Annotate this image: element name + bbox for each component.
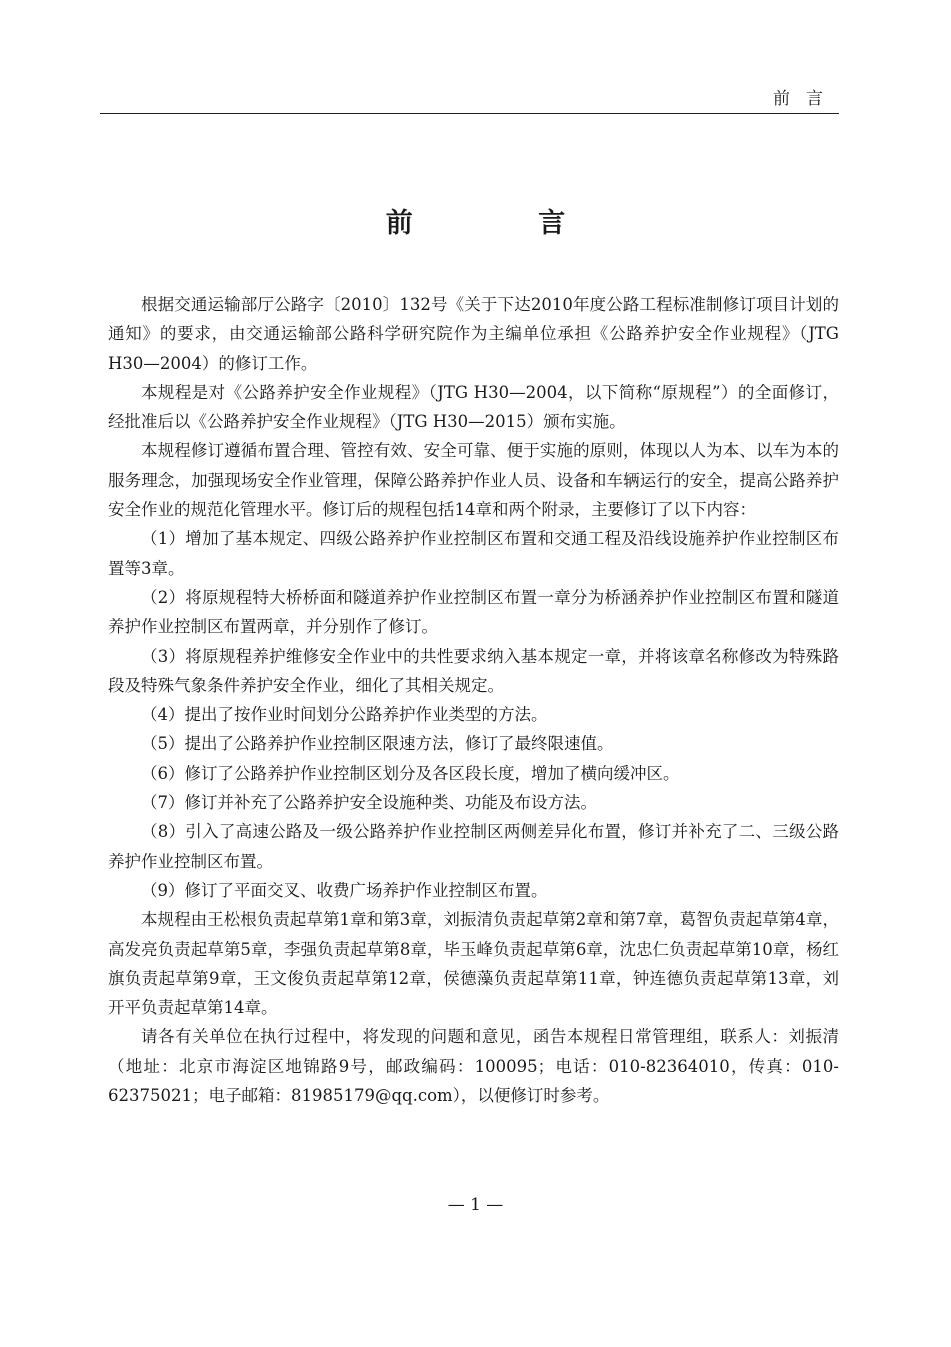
list-item-9: （9）修订了平面交叉、收费广场养护作业控制区布置。 [141, 880, 548, 900]
header-rule [100, 113, 839, 114]
running-header: 前言 [773, 89, 839, 109]
paragraph-principles: 本规程修订遵循布置合理、管控有效、安全可靠、便于实施的原则，体现以人为本、以车为本的服务理念，加强现场安全作业管理，保障公路养护作业人员、设备和车辆运行的安全，提高公路养护安全作业的规范化管理水平。修订后的规程包括14章和两个附录，主要修订了以下内容： [108, 441, 839, 520]
list-item-3: （3）将原规程养护维修安全作业中的共性要求纳入基本规定一章，并将该章名称修改为特殊路段及特殊气象条件养护安全作业，细化了其相关规定。 [108, 646, 839, 695]
paragraph-drafters: 本规程由王松根负责起草第1章和第3章，刘振清负责起草第2章和第7章，葛智负责起草第4章，高发亮负责起草第5章，李强负责起草第8章，毕玉峰负责起草第6章，沈忠仁负责起草第10章，杨红旗负责起草第9章，王文俊负责起草第12章，侯德藻负责起草第11章，钟连德负责起草第13章，刘开平负责起草第14章。 [108, 910, 839, 1018]
list-item-8: （8）引入了高速公路及一级公路养护作业控制区两侧差异化布置，修订并补充了二、三级公路养护作业控制区布置。 [108, 822, 839, 871]
list-item-4: （4）提出了按作业时间划分公路养护作业类型的方法。 [141, 705, 548, 725]
list-item-1: （1）增加了基本规定、四级公路养护作业控制区布置和交通工程及沿线设施养护作业控制区布置等3章。 [108, 529, 839, 578]
preface-body [108, 290, 839, 1110]
page-title: 前 言 [385, 208, 624, 239]
paragraph-contact: 请各有关单位在执行过程中，将发现的问题和意见，函告本规程日常管理组，联系人：刘振清（地址：北京市海淀区地锦路9号，邮政编码：100095；电话：010-82364010，传真：010-62375021；电子邮箱：81985179@qq.com），以便修订时参考。 [108, 1027, 839, 1106]
paragraph-background: 根据交通运输部厅公路字〔2010〕132号《关于下达2010年度公路工程标准制修订项目计划的通知》的要求，由交通运输部公路科学研究院作为主编单位承担《公路养护安全作业规程》（JTG H30—2004）的修订工作。 [108, 295, 839, 373]
list-item-7: （7）修订并补充了公路养护安全设施种类、功能及布设方法。 [141, 793, 597, 813]
list-item-6: （6）修订了公路养护作业控制区划分及各区段长度，增加了横向缓冲区。 [141, 763, 680, 783]
list-item-2: （2）将原规程特大桥桥面和隧道养护作业控制区布置一章分为桥涵养护作业控制区布置和隧道养护作业控制区布置两章，并分别作了修订。 [108, 587, 839, 637]
page-number: — 1 — [447, 1195, 504, 1215]
list-item-5: （5）提出了公路养护作业控制区限速方法，修订了最终限速值。 [141, 734, 614, 754]
paragraph-revision-scope: 本规程是对《公路养护安全作业规程》（JTG H30—2004，以下简称“原规程”）的全面修订，经批准后以《公路养护安全作业规程》（JTG H30—2015）颁布实施。 [108, 382, 839, 432]
